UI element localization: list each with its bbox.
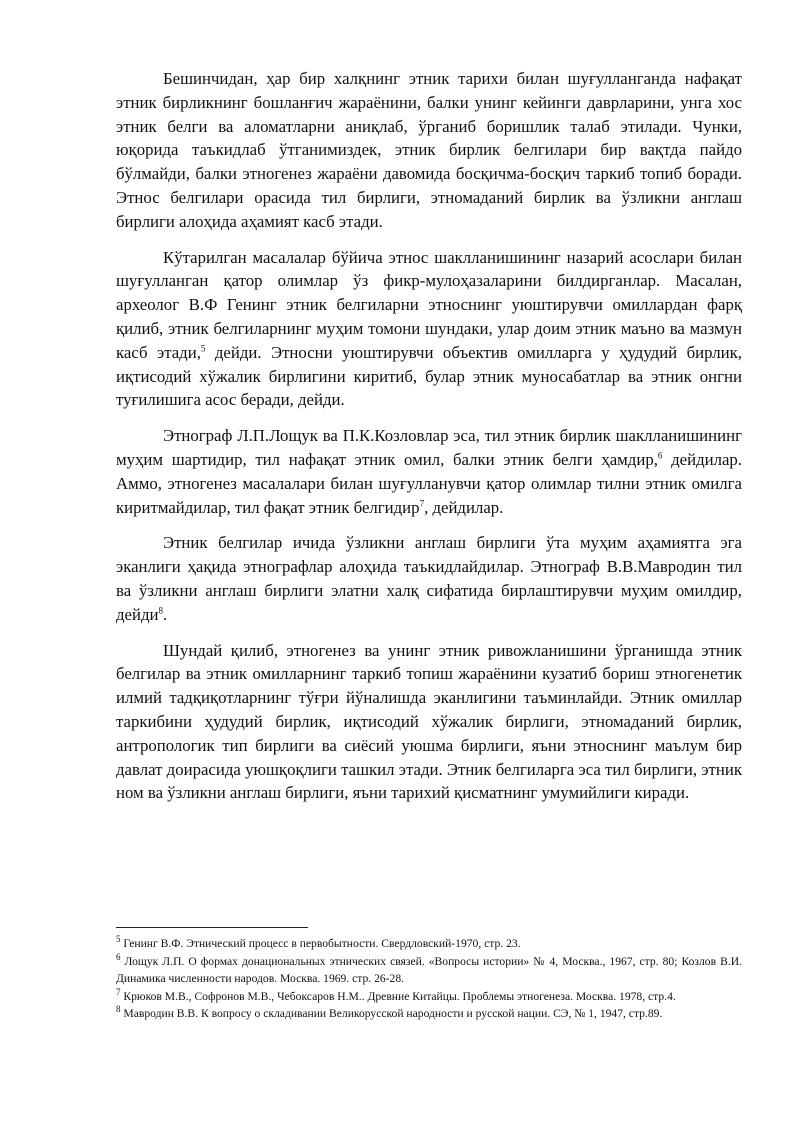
- paragraph-text: Бешинчидан, ҳар бир халқнинг этник тарихи билан шуғулланганда нафақат этник бирликнинг бошланғич жараёнини, балки унинг кейинги даврларини, унга хос этник белги ва аломатларни аниқлаб, ўрганиб боришлик талаб этилади. Чунки, юқорида таъкидлаб ўтганимиздек, этник бирлик белгилари бир вақтда пайдо бўлмайди, балки этногенез жараёни давомида босқичма-босқич таркиб топиб боради. Этнос белгилари орасида тил бирлиги, этномаданий бирлик ва ўзликни англаш бирлиги алоҳида аҳамият касб этади.: [116, 69, 742, 231]
- footnote-number: 7: [116, 986, 121, 997]
- page-body: [116, 67, 742, 817]
- paragraph-text: дейдилар. Аммо, этногенез масалалари билан шуғулланувчи қатор олимлар тилни этник омилга киритмайдилар, тил фақат этник белгидир: [116, 449, 742, 517]
- footnote-number: 8: [116, 1004, 121, 1015]
- footnote-text: Крюков М.В., Софронов М.В., Чебоксаров Н.М.. Древние Китайцы. Проблемы этногенеза. Москва. 1978, стр.4.: [120, 989, 676, 1003]
- footnote-text: Лощук Л.П. О формах донациональных этнических связей. «Вопросы истории» № 4, Москва., 1967, стр. 80; Козлов В.И. Динамика численности народов. Москва. 1969. стр. 26-28.: [116, 954, 742, 985]
- footnote-6: [116, 953, 742, 988]
- paragraph-2: [116, 246, 742, 413]
- footnote-7: [116, 988, 742, 1006]
- footnote-8: [116, 1005, 742, 1023]
- paragraph-text: Шундай қилиб, этногенез ва унинг этник ривожланишини ўрганишда этник белгилар ва этник омилларнинг таркиб топиш жараёнини кузатиб бориш этногенетик илмий тадқиқотларнинг тўғри йўналишда эканлигини таъминлайди. Этник омиллар таркибини ҳудудий бирлик, иқтисодий хўжалик бирлиги, этномаданий бирлик, антропологик тип бирлиги ва сиёсий уюшма бирлиги, яъни этноснинг маълум бир давлат доирасида уюшқоқлиги ташкил этади. Этник белгиларга эса тил бирлиги, этник ном ва ўзликни англаш бирлиги, яъни тарихий қисматнинг умумийлиги киради.: [116, 640, 742, 803]
- paragraph-text: , дейдилар.: [424, 497, 504, 517]
- paragraph-text: Этник белгилар ичида ўзликни англаш бирлиги ўта муҳим аҳамиятга эга эканлиги ҳақида этнографлар алоҳида таъкидлайдилар. Этнограф В.В.Мавродин тил ва ўзликни англаш бирлиги элатни халқ сифатида бирлаштирувчи муҳим омилдир, дейди: [116, 533, 742, 624]
- footnote-ref-5[interactable]: 5: [200, 343, 206, 354]
- paragraph-text: .: [163, 604, 168, 624]
- footnote-ref-6[interactable]: 6: [657, 450, 663, 461]
- footnote-text: Генинг В.Ф. Этнический процесс в первобытности. Свердловский-1970, стр. 23.: [120, 937, 521, 950]
- footnote-text: Мавродин В.В. К вопросу о складивании Великорусской народности и русской нации. СЭ, № 1, 1947, стр.89.: [120, 1007, 663, 1020]
- footnote-number: 6: [116, 951, 121, 962]
- paragraph-3: [116, 424, 742, 519]
- footnote-5: [116, 935, 742, 953]
- paragraph-1: [116, 67, 742, 234]
- footnote-number: 5: [116, 934, 121, 945]
- footnote-ref-7[interactable]: 7: [419, 497, 425, 508]
- paragraph-text: дейди. Этносни уюштирувчи объектив омилларга у ҳудудий бирлик, иқтисодий хўжалик бирлигини киритиб, булар этник муносабатлар ва этник онгни туғилишига асос беради, дейди.: [116, 342, 743, 410]
- footnotes: [116, 935, 742, 1023]
- paragraph-text: Этнограф Л.П.Лощук ва П.К.Козловлар эса, тил этник бирлик шаклланишининг муҳим шартидир, тил нафақат этник омил, балки этник белги ҳамдир,: [116, 426, 742, 469]
- footnote-separator: [116, 927, 308, 928]
- paragraph-text: Кўтарилган масалалар бўйича этнос шаклланишининг назарий асослари билан шуғулланган қатор олимлар ўз фикр-мулоҳазаларини билдирганлар. Масалан, археолог В.Ф Генинг этник белгиларни этноснинг уюштирувчи омиллардан фарқ қилиб, этник белгиларнинг муҳим томони шундаки, улар доим этник маъно ва мазмун касб этади,: [116, 247, 742, 362]
- footnote-ref-8[interactable]: 8: [158, 605, 163, 616]
- paragraph-4: [116, 531, 742, 626]
- paragraph-5: [116, 639, 742, 806]
